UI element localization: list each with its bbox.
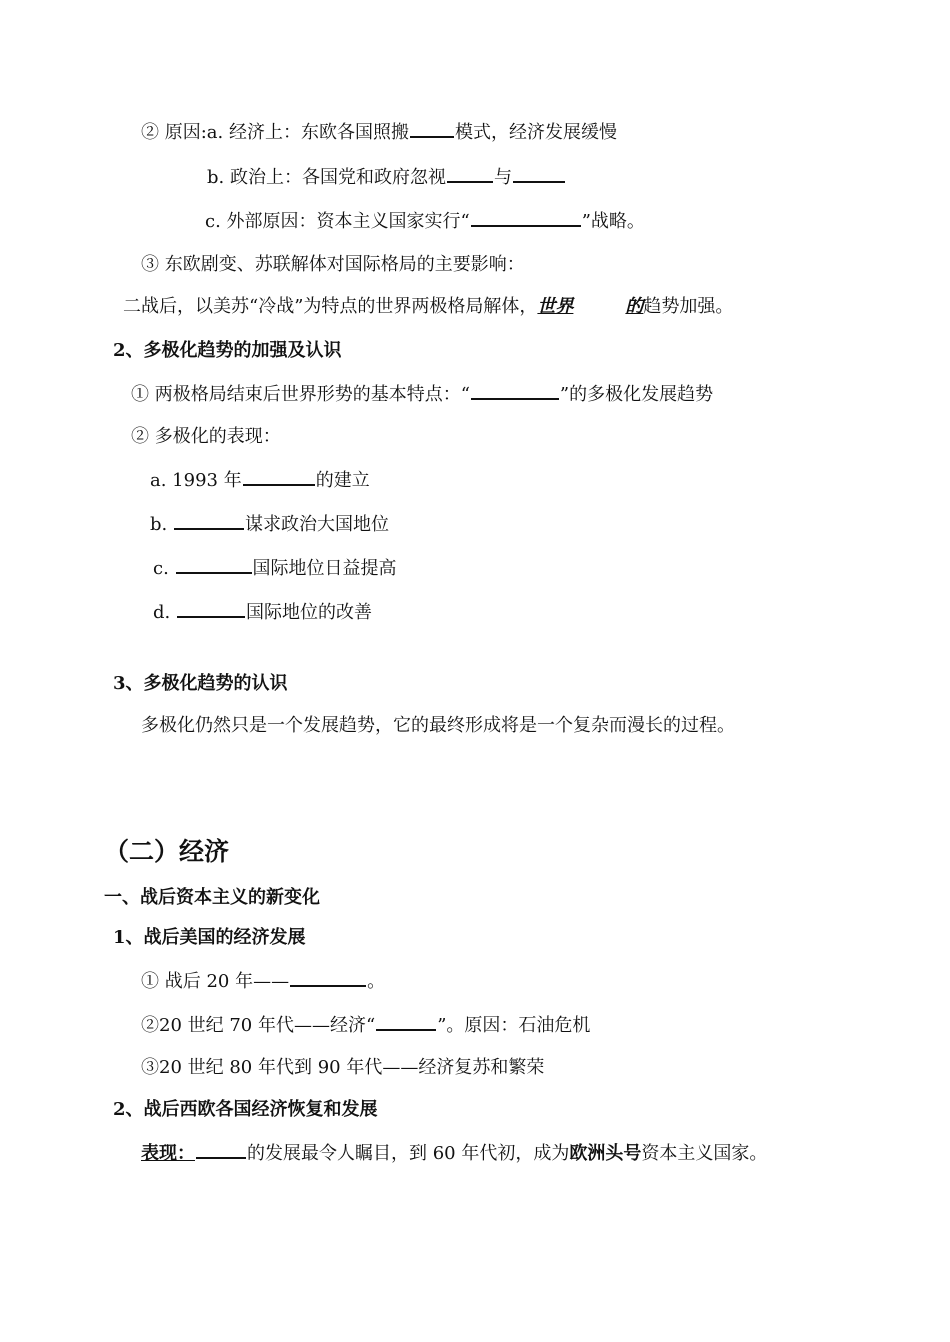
- reason-economic-line: [141, 119, 617, 145]
- reason-external-line: [205, 208, 645, 234]
- fill-blank[interactable]: [410, 119, 454, 138]
- fill-blank[interactable]: [243, 467, 315, 486]
- fill-blank[interactable]: [177, 599, 245, 618]
- fill-blank[interactable]: [196, 1140, 246, 1159]
- impact-text-before: 二战后，以美苏“冷战”为特点的世界两极格局解体，: [123, 296, 538, 317]
- fill-blank[interactable]: [471, 381, 559, 400]
- performance-a-after: 的建立: [315, 470, 370, 491]
- impact-heading: ③ 东欧剧变、苏联解体对国际格局的主要影响：: [141, 254, 525, 275]
- performance-c-line: [153, 555, 397, 581]
- basic-feature-after-text: ”的多极化发展趋势: [559, 384, 714, 405]
- fill-blank[interactable]: [471, 208, 581, 227]
- fill-blank[interactable]: [376, 1012, 436, 1031]
- impact-word-2: 的: [625, 296, 644, 317]
- western-europe-heading: 2、战后西欧各国经济恢复和发展: [113, 1099, 378, 1120]
- performance-b-prefix: b.: [150, 514, 168, 535]
- performance-d-after: 国际地位的改善: [245, 602, 372, 623]
- performance-b-after: 谋求政治大国地位: [244, 514, 389, 535]
- section3-heading: 3、多极化趋势的认识: [113, 673, 288, 694]
- performance-c-prefix: c.: [153, 558, 169, 579]
- us-item1-after: 。: [367, 971, 386, 992]
- fill-blank[interactable]: [174, 511, 244, 530]
- performance-d-prefix: d.: [153, 602, 171, 623]
- us-item1-text: ① 战后 20 年——: [141, 971, 290, 992]
- us-item2-text: ②20 世纪 70 年代——经济“: [141, 1015, 376, 1036]
- impact-word-1: 世界: [537, 296, 574, 317]
- basic-feature-text: ① 两极格局结束后世界形势的基本特点：“: [131, 384, 470, 405]
- us-item1-line: [141, 968, 385, 994]
- fill-blank[interactable]: [447, 164, 493, 183]
- western-europe-text: 的发展最令人瞩目，到 60 年代初，成为: [247, 1143, 570, 1164]
- performance-a-text: a. 1993 年: [150, 470, 242, 491]
- reason-political-line: [207, 164, 566, 190]
- us-item2-line: [141, 1012, 590, 1038]
- section3-text: 多极化仍然只是一个发展趋势，它的最终形成将是一个复杂而漫长的过程。: [141, 715, 735, 736]
- economy-title: （二）经济: [104, 837, 230, 866]
- reason-political-text: b. 政治上：各国党和政府忽视: [207, 167, 446, 188]
- us-economy-heading: 1、战后美国的经济发展: [113, 927, 306, 948]
- us-item3: ③20 世纪 80 年代到 90 年代——经济复苏和繁荣: [141, 1057, 545, 1078]
- reason-external-text: c. 外部原因：资本主义国家实行“: [205, 211, 470, 232]
- reason-econ-after-text: 模式，经济发展缓慢: [454, 122, 617, 143]
- section2-heading: 2、多极化趋势的加强及认识: [113, 340, 342, 361]
- us-item2-after: ”。原因：石油危机: [437, 1015, 591, 1036]
- basic-feature-line: [131, 381, 713, 407]
- performance-heading: ② 多极化的表现：: [131, 426, 281, 447]
- fill-blank[interactable]: [513, 164, 565, 183]
- impact-text-line: [123, 295, 733, 319]
- reason-external-after-text: ”战略。: [581, 211, 645, 232]
- western-europe-end: 资本主义国家。: [641, 1143, 768, 1164]
- fill-blank[interactable]: [290, 968, 366, 987]
- impact-text-after: 趋势加强。: [643, 296, 734, 317]
- performance-b-line: [150, 511, 389, 537]
- economy-subheading: 一、战后资本主义的新变化: [104, 887, 320, 908]
- reason-intro-text: ② 原因:a. 经济上：东欧各国照搬: [141, 122, 409, 143]
- performance-c-after: 国际地位日益提高: [252, 558, 397, 579]
- western-europe-bold: 欧洲头号: [569, 1143, 642, 1164]
- fill-blank[interactable]: [176, 555, 252, 574]
- performance-a-line: [150, 467, 370, 493]
- western-europe-line: [141, 1140, 767, 1166]
- reason-political-mid-text: 与: [493, 167, 512, 188]
- performance-d-line: [153, 599, 372, 625]
- western-europe-label: 表现：: [141, 1143, 195, 1164]
